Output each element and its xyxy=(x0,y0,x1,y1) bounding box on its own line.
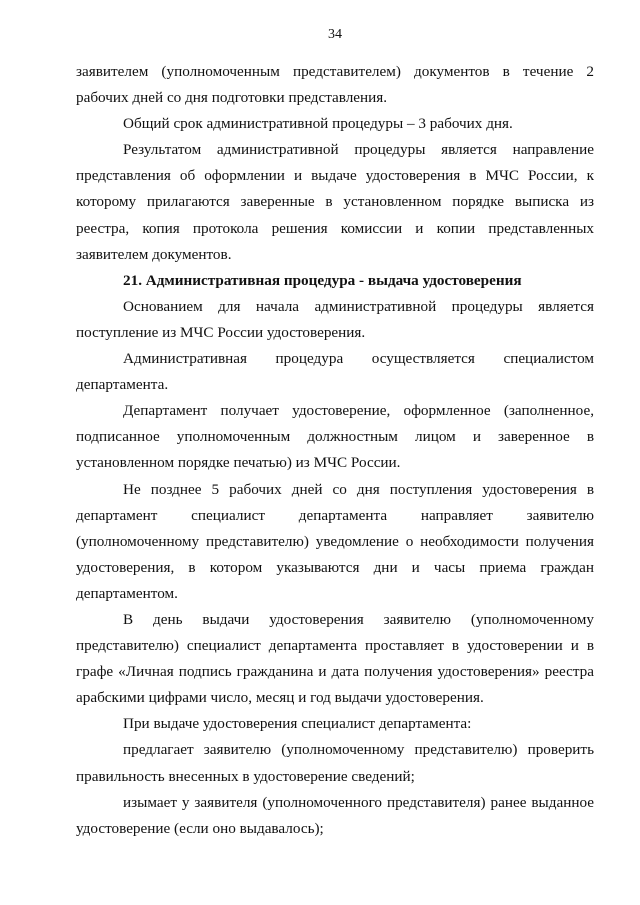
paragraph-total-term: Общий срок административной процедуры – 3 рабочих дня. xyxy=(123,115,513,133)
paragraph-receipt: Департамент получает удостоверение, оформленное (заполненное, подписанное уполномоченным должностным лицом и заверенное в установленном порядке печатью) из МЧС России. xyxy=(76,402,594,472)
paragraph-issue-day: В день выдачи удостоверения заявителю (уполномоченному представителю) специалист департамента проставляет в удостоверении и в графе «Личная подпись гражданина и дата получения удостоверения» реестра арабскими цифрами число, месяц и год выдачи удостоверения. xyxy=(76,610,594,707)
paragraph-result: Результатом административной процедуры является направление представления об оформлении и выдаче удостоверения в МЧС России, к которому прилагаются заверенные в установленном порядке выписка из реестра, копия протокола решения комиссии и копии представленных заявителем документов. xyxy=(76,141,594,263)
page-number: 34 xyxy=(328,27,342,42)
paragraph-executor: Административная процедура осуществляется специалистом департамента. xyxy=(76,350,594,394)
paragraph-basis: Основанием для начала административной процедуры является поступление из МЧС России удостоверения. xyxy=(76,297,594,341)
paragraph-continuation: заявителем (уполномоченным представителем) документов в течение 2 рабочих дней со дня подготовки представления. xyxy=(76,63,594,107)
paragraph-offers-check: предлагает заявителю (уполномоченному представителю) проверить правильность внесенных в удостоверение сведений; xyxy=(76,741,594,785)
section-heading: 21. Административная процедура - выдача удостоверения xyxy=(123,271,522,289)
paragraph-notification: Не позднее 5 рабочих дней со дня поступления удостоверения в департамент специалист департамента направляет заявителю (уполномоченному представителю) уведомление о необходимости получения удостоверения, в котором указываются дни и часы приема граждан департаментом. xyxy=(76,480,594,602)
paragraph-on-issue: При выдаче удостоверения специалист департамента: xyxy=(123,715,472,733)
paragraph-withdraws-old: изымает у заявителя (уполномоченного представителя) ранее выданное удостоверение (если оно выдавалось); xyxy=(76,793,594,837)
